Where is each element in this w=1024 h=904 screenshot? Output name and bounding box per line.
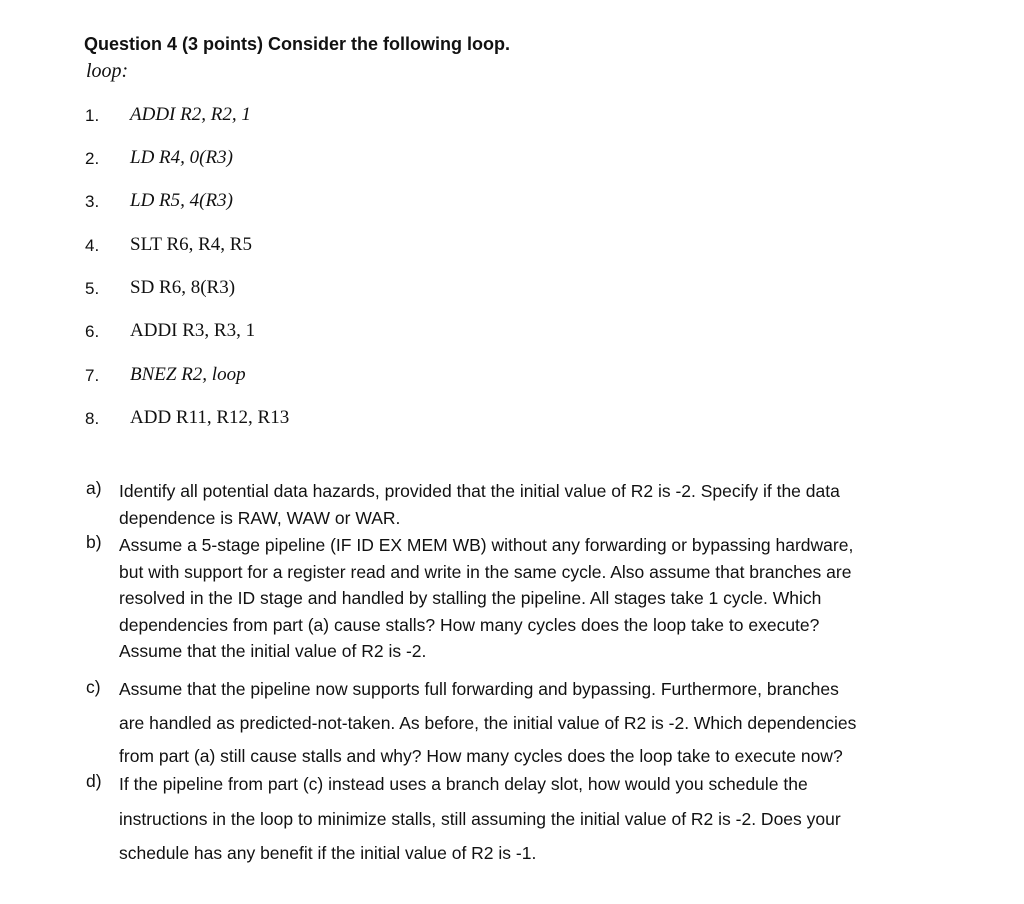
question-heading: Question 4 (3 points) Consider the following loop. bbox=[84, 34, 510, 54]
part-letter: c) bbox=[86, 677, 101, 697]
instruction-number: 5. bbox=[85, 279, 100, 298]
instruction-text: LD R4, 0(R3) bbox=[130, 147, 233, 168]
part-letter: a) bbox=[86, 478, 102, 498]
instruction-item bbox=[0, 364, 500, 390]
instruction-number: 7. bbox=[85, 366, 100, 385]
part-text: Assume that the pipeline now supports full forwarding and bypassing. Furthermore, branches are handled as predicted-not-taken. As before, the initial value of R2 is -2. Which dependencies from part (a) still cause stalls and why? How many cycles does the loop take to execute now? bbox=[119, 679, 857, 766]
part-text: If the pipeline from part (c) instead uses a branch delay slot, how would you schedule the instructions in the loop to minimize stalls, still assuming the initial value of R2 is -2. Does your schedule has any benefit if the initial value of R2 is -1. bbox=[119, 774, 841, 863]
instruction-item bbox=[0, 234, 500, 260]
instruction-number: 8. bbox=[85, 409, 100, 428]
instruction-text: ADDI R3, R3, 1 bbox=[130, 320, 256, 341]
instruction-item bbox=[0, 320, 500, 346]
instruction-text: SLT R6, R4, R5 bbox=[130, 234, 252, 255]
instruction-item bbox=[0, 277, 500, 303]
instruction-number: 4. bbox=[85, 236, 100, 255]
instruction-text: ADDI R2, R2, 1 bbox=[130, 104, 251, 125]
loop-label: loop: bbox=[86, 60, 129, 82]
instruction-number: 2. bbox=[85, 149, 100, 168]
instruction-text: LD R5, 4(R3) bbox=[130, 190, 233, 211]
instruction-item bbox=[0, 190, 500, 216]
instruction-text: ADD R11, R12, R13 bbox=[130, 407, 290, 428]
instruction-item bbox=[0, 147, 500, 173]
part-letter: b) bbox=[86, 532, 102, 552]
part-text: Identify all potential data hazards, provided that the initial value of R2 is -2. Specify if the data dependence is RAW, WAW or WAR. bbox=[119, 481, 840, 528]
instruction-item bbox=[0, 104, 500, 130]
part-text: Assume a 5-stage pipeline (IF ID EX MEM WB) without any forwarding or bypassing hardware, but with support for a register read and write in the same cycle. Also assume that branches are resolved in the ID stage and handled by stalling the pipeline. All stages take 1 cycle. Which dependencies from part (a) cause stalls? How many cycles does the loop take to execute? Assume that the initial value of R2 is -2. bbox=[119, 535, 854, 661]
instruction-text: SD R6, 8(R3) bbox=[130, 277, 236, 298]
instruction-text: BNEZ R2, loop bbox=[130, 364, 246, 385]
instruction-number: 1. bbox=[85, 106, 100, 125]
instruction-item bbox=[0, 407, 500, 433]
part-letter: d) bbox=[86, 771, 102, 791]
instruction-number: 6. bbox=[85, 322, 100, 341]
instruction-number: 3. bbox=[85, 192, 100, 211]
